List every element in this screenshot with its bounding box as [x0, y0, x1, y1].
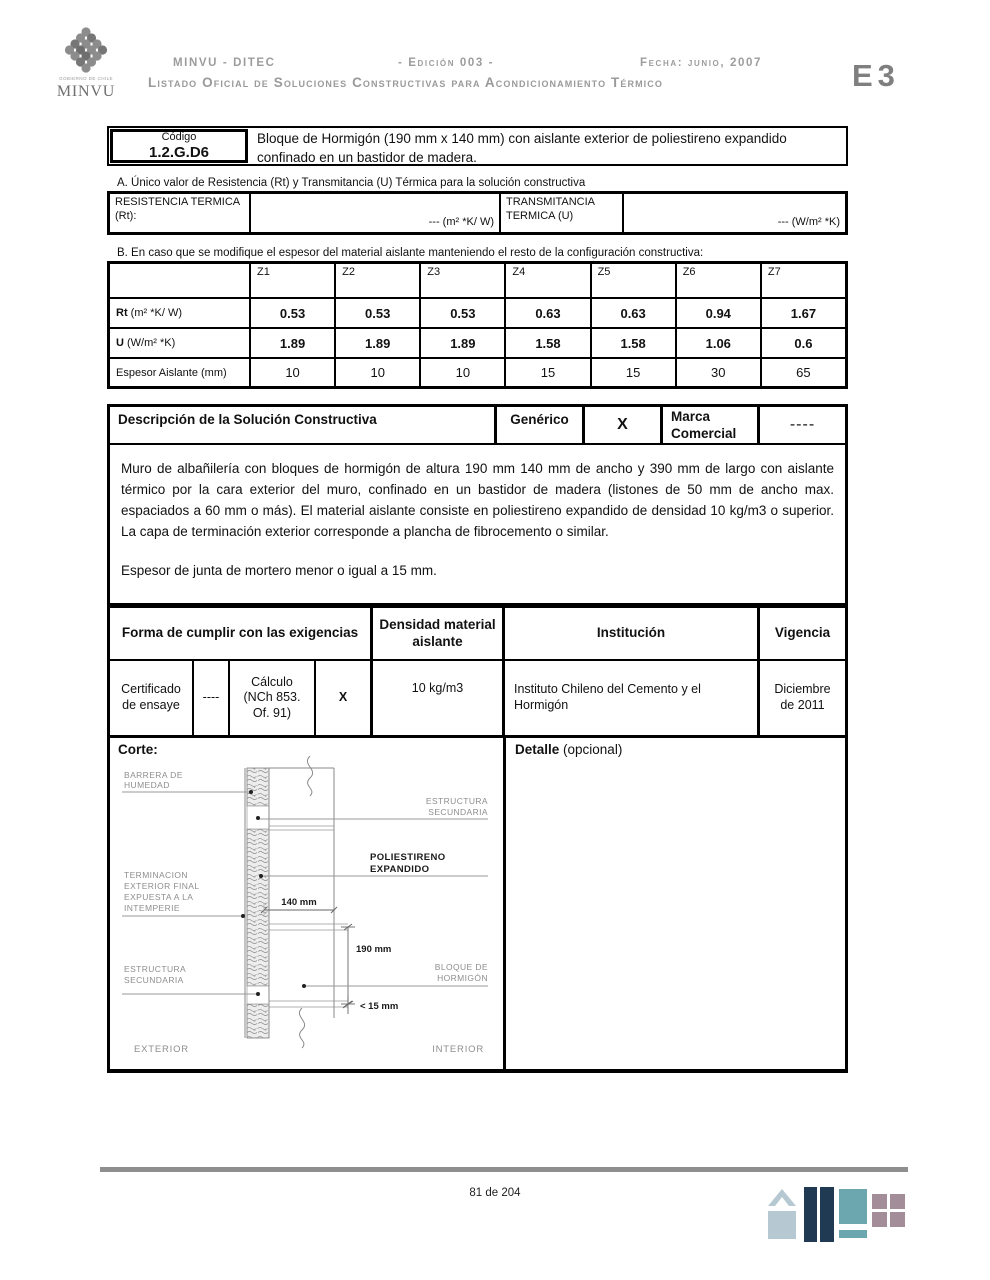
wall-section-diagram: [114, 756, 504, 1070]
descripcion-header: [110, 407, 845, 445]
zone-header: Z7: [767, 266, 781, 278]
insulation-hatch: [247, 768, 269, 806]
logo-brand-text: MINVU: [56, 83, 116, 100]
espesor-cell: 15: [592, 359, 677, 386]
terminacion-label: TERMINACION: [124, 870, 188, 880]
footer-mosaic-logo-icon: [768, 1186, 908, 1244]
cumplimiento-row: [110, 661, 845, 735]
rt-cell: 0.63: [506, 299, 591, 327]
estructura-label: SECUNDARIA: [124, 975, 184, 985]
rt-cell: 0.53: [336, 299, 421, 327]
codigo-box: [110, 129, 248, 163]
estructura-label: ESTRUCTURA: [425, 796, 488, 806]
marca-comercial-value: ----: [789, 416, 816, 433]
certificado-dash-cell: ----: [194, 661, 230, 735]
corte-detalle-table: [107, 735, 848, 1073]
codigo-table: [107, 126, 848, 166]
descripcion-table: [107, 404, 848, 606]
calculo-x-cell: X: [316, 661, 373, 735]
generico-label: Genérico: [497, 407, 585, 443]
section-a-table: [107, 191, 848, 235]
poliestireno-label: EXPANDIDO: [370, 864, 430, 875]
page-code: E3: [852, 58, 900, 93]
vigencia-header: Vigencia: [774, 625, 831, 641]
densidad-cell: 10 kg/m3: [373, 661, 505, 735]
marca-comercial-label: Marca Comercial: [663, 407, 760, 443]
terminacion-label: INTEMPERIE: [124, 903, 180, 913]
zones-header-row: [110, 264, 845, 299]
rt-label: RESISTENCIA TERMICA (Rt):: [110, 194, 251, 232]
rt-row: Rt (m² *K/ W) 0.53 0.53 0.53 0.63 0.63 0.94 1.67: [110, 299, 845, 329]
solution-title: Bloque de Hormigón (190 mm x 140 mm) con aislante exterior de poliestireno expandido confinado en un bastidor de madera.: [257, 131, 787, 165]
exterior-label: EXTERIOR: [134, 1044, 189, 1055]
vigencia-cell: Diciembre de 2011: [774, 682, 831, 712]
u-cell: 1.58: [592, 329, 677, 357]
footer-divider: [100, 1167, 908, 1172]
certificado-cell: Certificado de ensaye: [110, 661, 194, 735]
espesor-junta-note: Espesor de junta de mortero menor o igual a 15 mm.: [121, 563, 437, 578]
corte-cell: [110, 738, 506, 1069]
densidad-header: Densidad material aislante: [373, 608, 505, 659]
insulation-hatch: [247, 829, 269, 986]
institucion-header: Institución: [505, 608, 760, 659]
espesor-cell: 65: [796, 365, 811, 380]
rt-cell: 1.67: [790, 305, 817, 321]
dim-190: 190 mm: [356, 944, 392, 955]
rt-cell: 0.53: [251, 299, 336, 327]
espesor-cell: 10: [251, 359, 336, 386]
u-cell: 0.6: [794, 335, 813, 351]
detalle-label: Detalle: [515, 742, 560, 757]
barrera-label: HUMEDAD: [124, 780, 170, 790]
poliestireno-label: POLIESTIRENO: [370, 852, 446, 863]
u-label: TRANSMITANCIA TERMICA (U): [501, 194, 624, 232]
u-value: --- (W/m² *K): [777, 216, 840, 229]
rt-cell: 0.53: [421, 299, 506, 327]
zone-header: Z3: [421, 264, 506, 297]
zone-header: Z6: [677, 264, 762, 297]
interior-label: INTERIOR: [432, 1044, 484, 1055]
corte-label: Corte:: [118, 742, 158, 757]
institucion-cell: Instituto Chileno del Cemento y el Hormigón: [505, 661, 760, 735]
codigo-value: 1.2.G.D6: [148, 143, 210, 161]
cumplimiento-table: [107, 605, 848, 738]
header-fecha: Fecha: junio, 2007: [640, 57, 762, 69]
detalle-cell: [506, 738, 845, 1069]
calculo-cell: Cálculo (NCh 853. Of. 91): [230, 661, 316, 735]
espesor-cell: 30: [677, 359, 762, 386]
zone-header: Z5: [592, 264, 677, 297]
espesor-row: [110, 359, 845, 386]
zone-header: Z1: [251, 264, 336, 297]
terminacion-label: EXTERIOR FINAL: [124, 881, 200, 891]
u-cell: 1.89: [421, 329, 506, 357]
section-b-title: B. En caso que se modifique el espesor del material aislante manteniendo el resto de la configuración constructiva:: [117, 247, 704, 259]
estructura-label: ESTRUCTURA: [124, 964, 187, 974]
descripcion-title: Descripción de la Solución Constructiva: [110, 407, 497, 443]
generico-value: X: [585, 407, 663, 443]
u-cell: 1.89: [251, 329, 336, 357]
header-minvu-ditec: MINVU - DITEC: [173, 57, 276, 69]
page-number: 81 de 204: [469, 1187, 521, 1199]
terminacion-label: EXPUESTA A LA: [124, 892, 194, 902]
forma-header: Forma de cumplir con las exigencias: [110, 608, 373, 659]
insulation-hatch: [247, 1004, 269, 1038]
barrera-label: BARRERA DE: [124, 770, 183, 780]
dim-15: < 15 mm: [360, 1001, 399, 1012]
zone-header: Z2: [336, 264, 421, 297]
u-row: U (W/m² *K) 1.89 1.89 1.89 1.58 1.58 1.06 0.6: [110, 329, 845, 359]
cumplimiento-header: [110, 608, 845, 661]
section-a-title: A. Único valor de Resistencia (Rt) y Transmitancia (U) Térmica para la solución constructiva: [117, 177, 586, 189]
rt-cell: 0.63: [592, 299, 677, 327]
bloque-label: HORMIGÓN: [437, 973, 488, 983]
zone-header: Z4: [506, 264, 591, 297]
estructura-label: SECUNDARIA: [428, 807, 488, 817]
break-symbol: [307, 756, 312, 796]
u-cell: 1.58: [506, 329, 591, 357]
minvu-logo-icon: [56, 26, 168, 104]
detalle-opcional: (opcional): [559, 742, 623, 757]
rt-cell: 0.94: [677, 299, 762, 327]
descripcion-paragraph: Muro de albañilería con bloques de hormigón de altura 190 mm 140 mm de ancho y 390 mm de largo con aislante térmico por la cara exterior del muro, confinado en un bastidor de madera (listones de 50 mm de ancho max. espaciados a 60 mm o más). El material aislante consiste en poliestireno expandido de densidad 10 kg/m3 o superior. La capa de terminación exterior corresponde a plancha de fibrocemento o similar.: [121, 461, 834, 539]
espesor-label: Espesor Aislante (mm): [110, 359, 251, 386]
break-symbol: [299, 1008, 304, 1048]
espesor-cell: 10: [336, 359, 421, 386]
dim-140: 140 mm: [281, 897, 317, 908]
header-document-title: Listado Oficial de Soluciones Constructivas para Acondicionamiento Térmico: [148, 75, 663, 90]
bloque-label: BLOQUE DE: [434, 962, 488, 972]
descripcion-body: [110, 445, 845, 603]
espesor-cell: 10: [421, 359, 506, 386]
rt-value: --- (m² *K/ W): [251, 194, 501, 232]
u-cell: 1.06: [677, 329, 762, 357]
zones-table: [107, 261, 848, 389]
u-cell: 1.89: [336, 329, 421, 357]
espesor-cell: 15: [506, 359, 591, 386]
header-edicion: - Edición 003 -: [398, 57, 495, 69]
logo-gov-text: GOBIERNO DE CHILE: [58, 76, 114, 81]
codigo-label: Código: [161, 131, 197, 144]
